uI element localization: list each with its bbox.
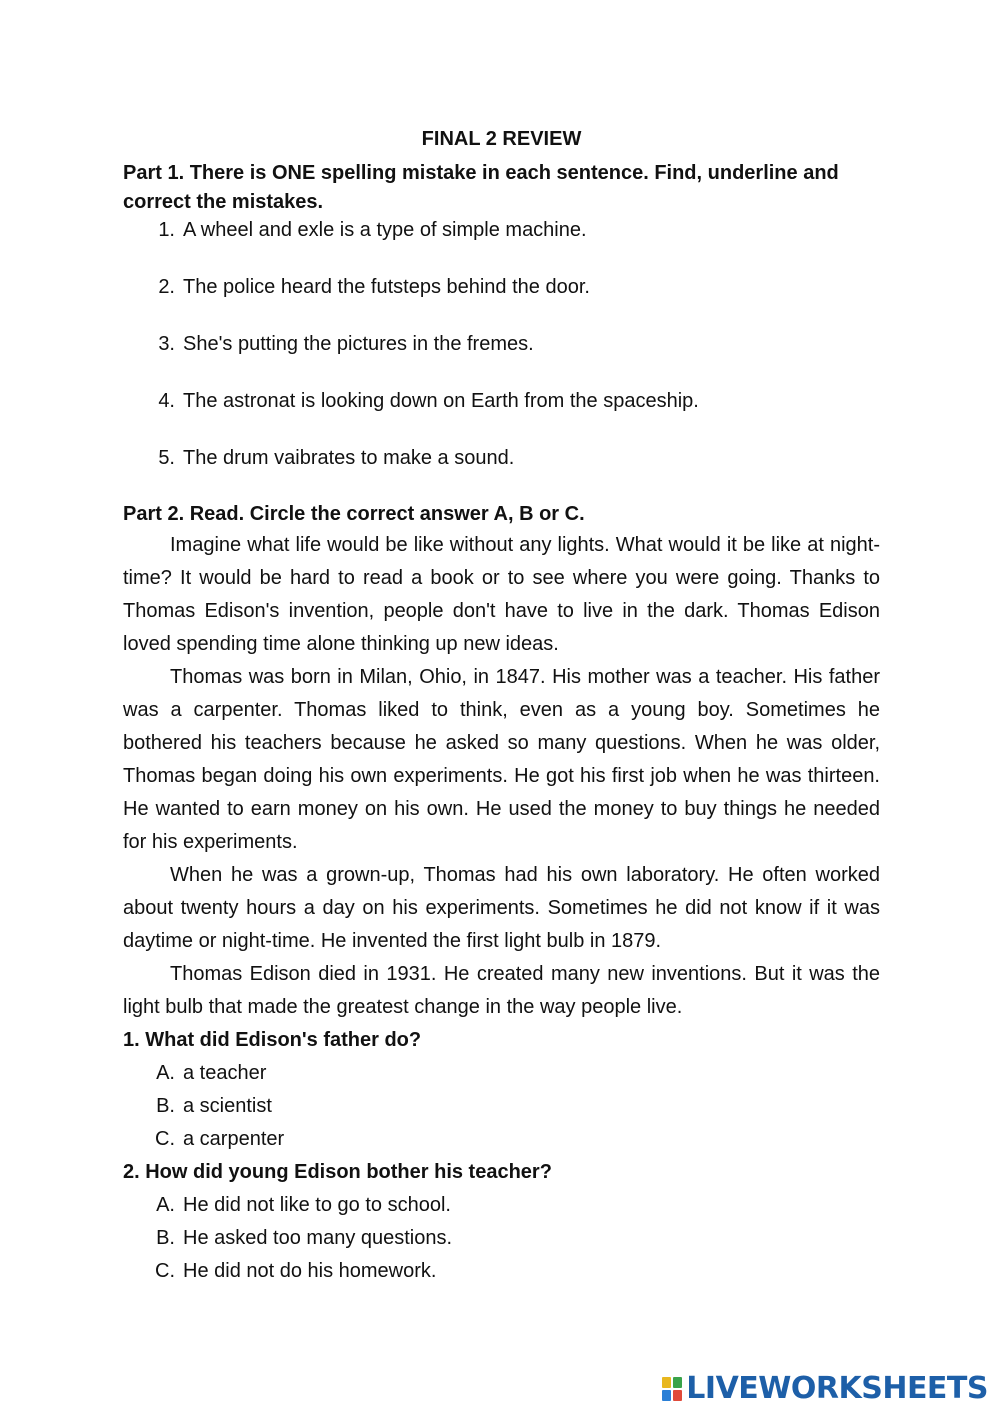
passage-paragraph: Thomas Edison died in 1931. He created many new inventions. But it was the light bulb that made the greatest change in the way people live. xyxy=(123,963,880,1018)
sentence-text[interactable]: The astronat is looking down on Earth from the spaceship. xyxy=(183,390,699,412)
reading-passage xyxy=(123,529,880,1024)
item-number: 4. xyxy=(158,390,175,412)
page-title: FINAL 2 REVIEW xyxy=(421,128,582,150)
worksheet-page xyxy=(123,125,880,1288)
list-item[interactable] xyxy=(123,388,880,415)
logo-square xyxy=(673,1390,682,1401)
option-letter: C. xyxy=(155,1260,175,1282)
option-text: a scientist xyxy=(183,1095,272,1117)
option-letter: A. xyxy=(156,1194,175,1216)
question-text: 2. How did young Edison bother his teacher? xyxy=(123,1161,552,1183)
list-item[interactable] xyxy=(123,445,880,472)
part2-heading: Part 2. Read. Circle the correct answer A, B or C. xyxy=(123,503,585,525)
option-letter: C. xyxy=(155,1128,175,1150)
option-text: a teacher xyxy=(183,1062,267,1084)
question-text: 1. What did Edison's father do? xyxy=(123,1029,422,1051)
item-number: 3. xyxy=(158,333,175,355)
answer-options xyxy=(123,1189,880,1288)
logo-square xyxy=(662,1390,671,1401)
option-text: He did not do his homework. xyxy=(183,1260,437,1282)
spelling-list xyxy=(123,217,880,472)
item-number: 2. xyxy=(158,276,175,298)
logo-square xyxy=(662,1377,671,1388)
answer-option-b[interactable] xyxy=(123,1090,880,1123)
sentence-text[interactable]: The drum vaibrates to make a sound. xyxy=(183,447,515,469)
brand-name: LIVEWORKSHEETS xyxy=(686,1371,988,1406)
passage-paragraph: When he was a grown-up, Thomas had his own laboratory. He often worked about twenty hours a day on his experiments. Sometimes he did not know if it was daytime or night-time. He invented the first light bulb in 1879. xyxy=(123,864,880,952)
answer-option-c[interactable] xyxy=(123,1123,880,1156)
list-item[interactable] xyxy=(123,217,880,244)
sentence-text[interactable]: She's putting the pictures in the fremes. xyxy=(183,333,534,355)
part1-heading: Part 1. There is ONE spelling mistake in each sentence. Find, underline and correct the mistakes. xyxy=(123,162,839,213)
answer-options xyxy=(123,1057,880,1156)
question-2 xyxy=(123,1156,880,1288)
list-item[interactable] xyxy=(123,331,880,358)
option-letter: B. xyxy=(156,1095,175,1117)
part2-section xyxy=(123,500,880,1288)
answer-option-c[interactable] xyxy=(123,1255,880,1288)
liveworksheets-brand xyxy=(662,1371,988,1406)
option-text: He asked too many questions. xyxy=(183,1227,453,1249)
option-letter: B. xyxy=(156,1227,175,1249)
liveworksheets-logo-icon xyxy=(662,1377,682,1401)
passage-paragraph: Thomas was born in Milan, Ohio, in 1847. His mother was a teacher. His father was a carpenter. Thomas liked to think, even as a young boy. Sometimes he bothered his teachers because he asked so many questions. When he was older, Thomas began doing his own experiments. He got his first job when he was thirteen. He wanted to earn money on his own. He used the money to buy things he needed for his experiments. xyxy=(123,666,880,853)
item-number: 1. xyxy=(158,219,175,241)
answer-option-b[interactable] xyxy=(123,1222,880,1255)
question-1 xyxy=(123,1024,880,1156)
option-letter: A. xyxy=(156,1062,175,1084)
passage-paragraph: Imagine what life would be like without any lights. What would it be like at night-time? It would be hard to read a book or to see where you were going. Thanks to Thomas Edison's invention, people don't have to live in the dark. Thomas Edison loved spending time alone thinking up new ideas. xyxy=(123,534,880,655)
option-text: a carpenter xyxy=(183,1128,285,1150)
option-text: He did not like to go to school. xyxy=(183,1194,451,1216)
answer-option-a[interactable] xyxy=(123,1057,880,1090)
logo-square xyxy=(673,1377,682,1388)
item-number: 5. xyxy=(158,447,175,469)
answer-option-a[interactable] xyxy=(123,1189,880,1222)
list-item[interactable] xyxy=(123,274,880,301)
part1-section xyxy=(123,159,880,472)
sentence-text[interactable]: A wheel and exle is a type of simple machine. xyxy=(183,219,587,241)
sentence-text[interactable]: The police heard the futsteps behind the door. xyxy=(183,276,590,298)
